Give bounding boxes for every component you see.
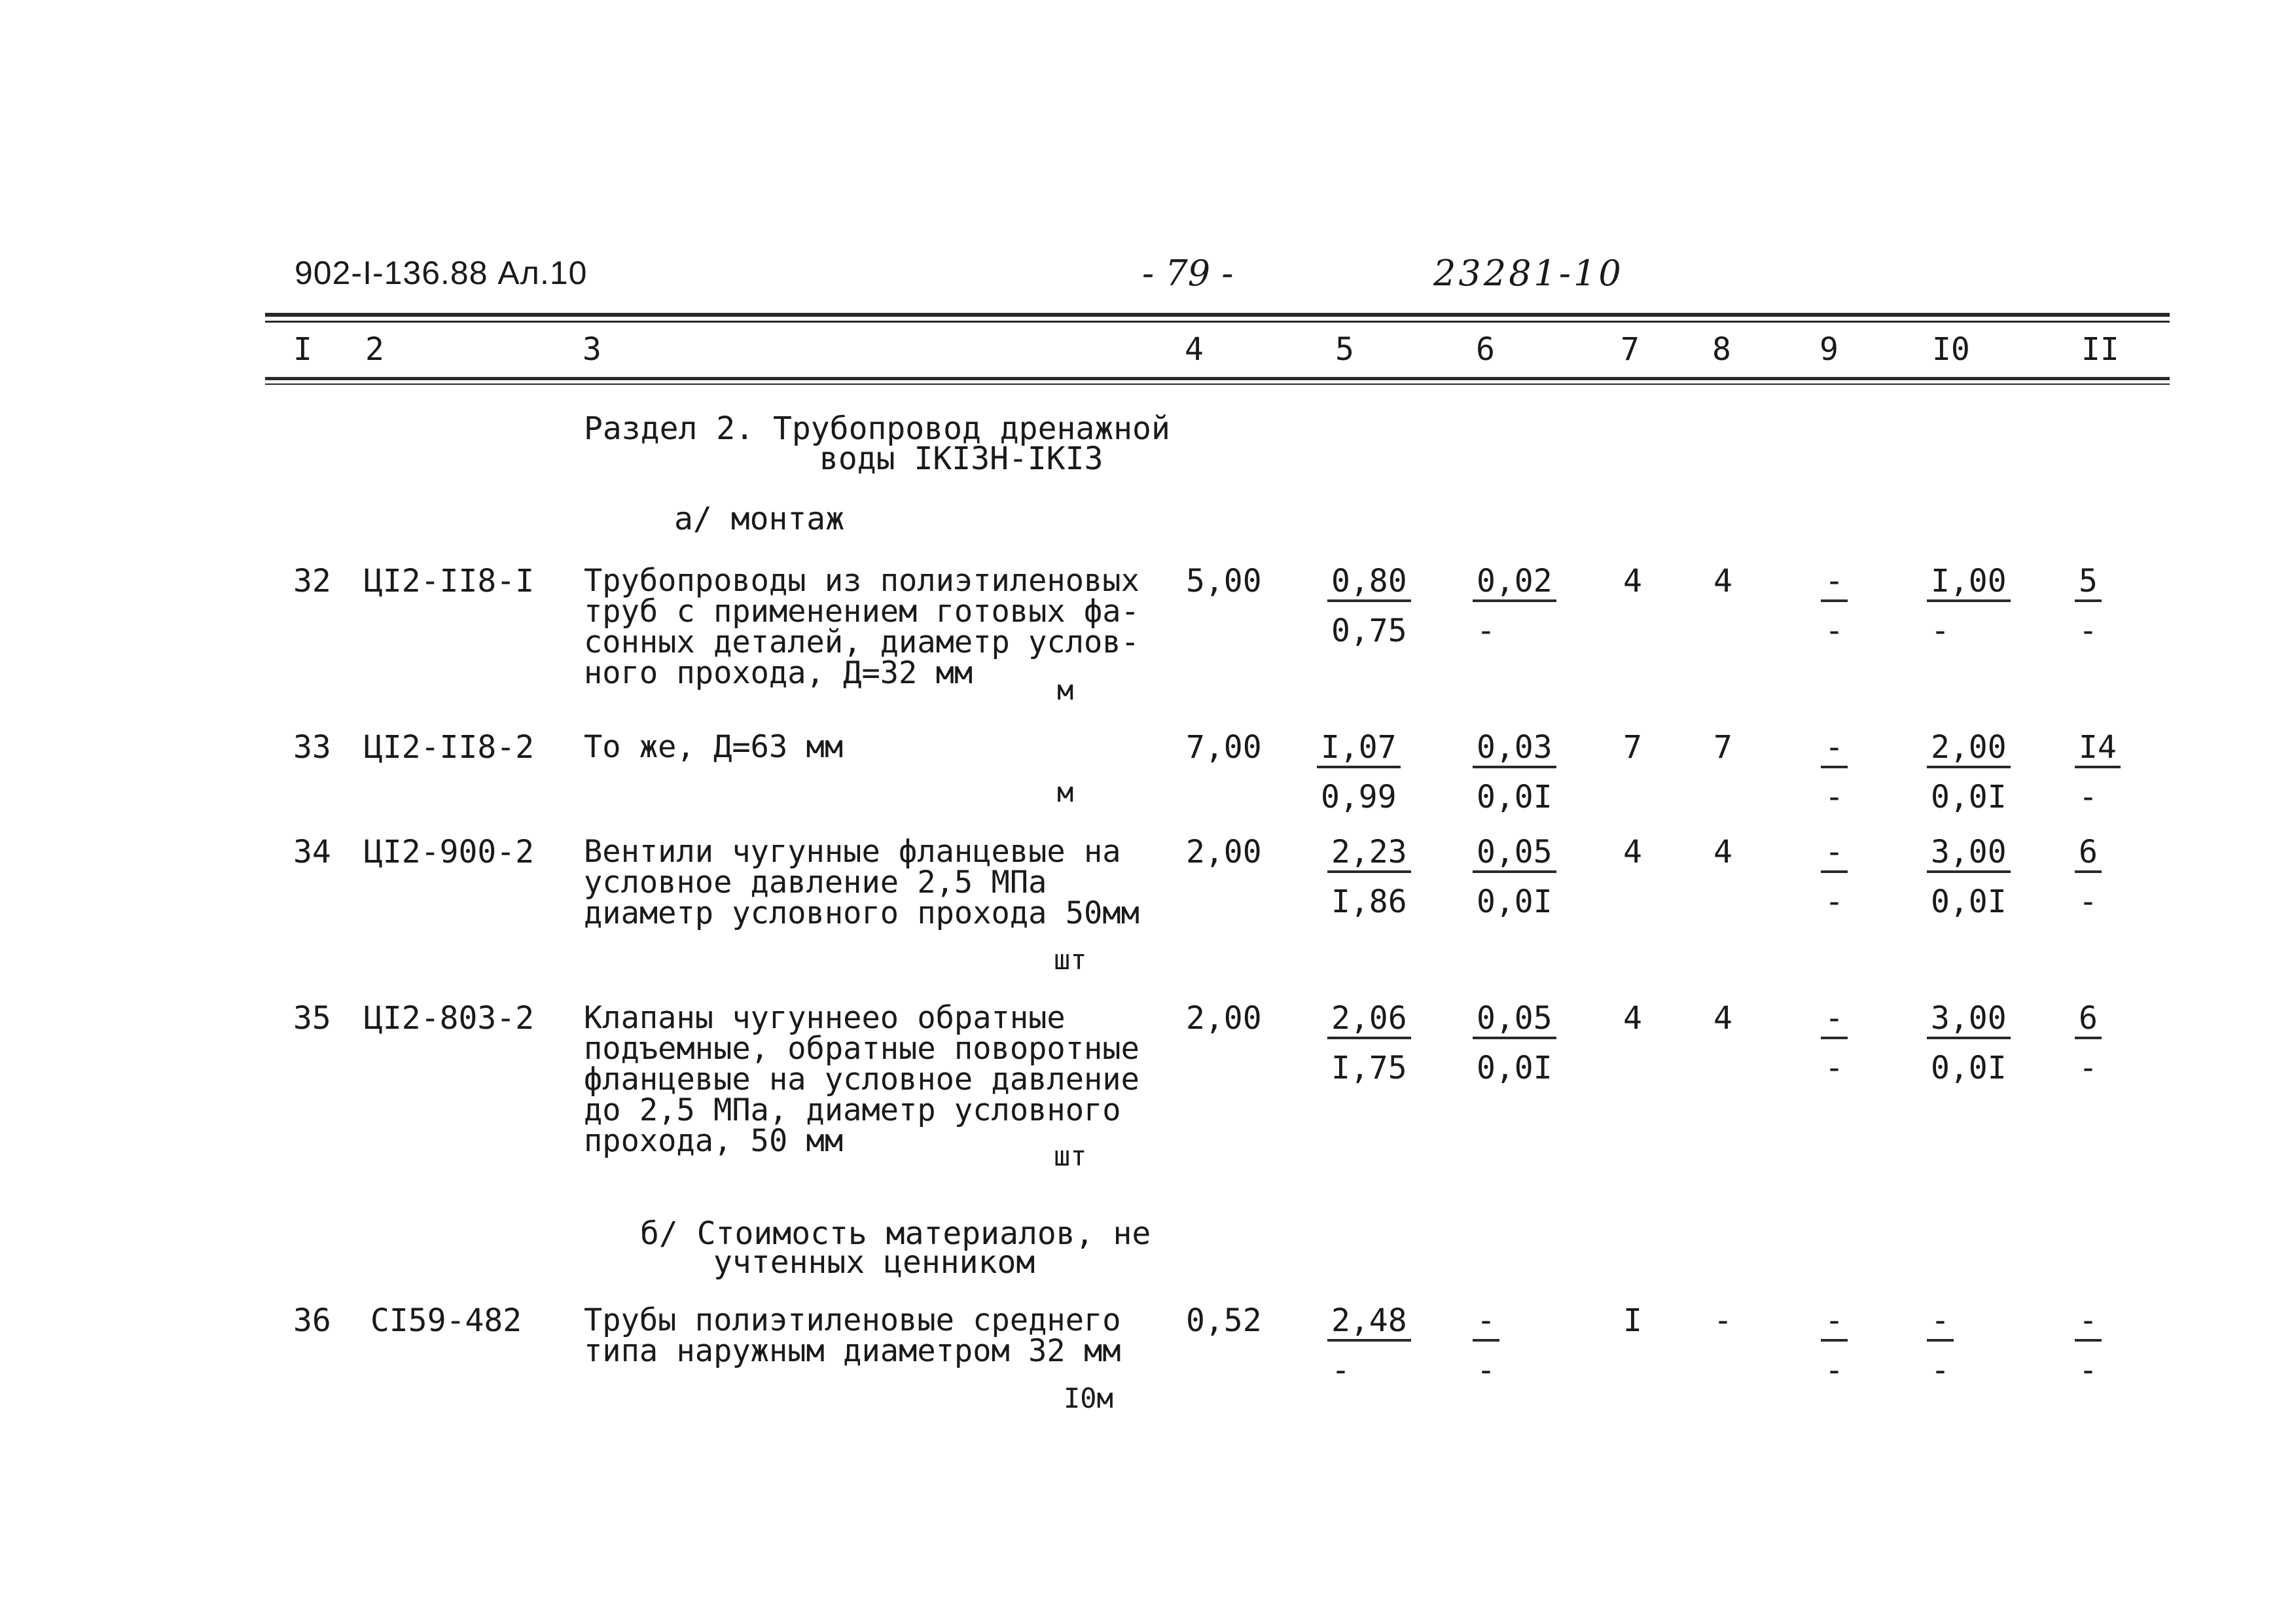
row-quantity: 7,00 <box>1186 729 1262 766</box>
column-head-2: 2 <box>365 331 384 368</box>
row-unit: шт <box>1054 1140 1087 1172</box>
row-col8: 4 <box>1713 1000 1732 1037</box>
section-title-line-2: воды IКI3Н-IКI3 <box>819 440 1103 477</box>
row-quantity: 5,00 <box>1186 563 1262 599</box>
row-unit: шт <box>1054 944 1087 976</box>
row-col6: 0,02 - <box>1473 565 1556 647</box>
row-code: ЦI2-900-2 <box>364 834 535 870</box>
row-col7: 7 <box>1623 729 1642 766</box>
row-col11: 5 - <box>2075 565 2102 647</box>
column-head-8: 8 <box>1712 331 1731 368</box>
row-col10: $\frac{3,00}{0,0I}$ <box>1927 1003 2011 1084</box>
row-code: ЦI2-II8-I <box>364 563 535 599</box>
row-quantity: 2,00 <box>1186 834 1262 870</box>
row-col6: $\frac{0,05}{0,0I}$ <box>1473 836 1556 918</box>
row-col5: $\frac{0,80}{0,75}$ <box>1327 565 1411 647</box>
column-head-5: 5 <box>1335 331 1354 368</box>
table-header-rule <box>265 377 2170 380</box>
row-col5: $\frac{2,06}{I,75}$ <box>1327 1003 1411 1084</box>
row-col6: $\frac{0,03}{0,0I}$ <box>1473 732 1556 813</box>
row-col7: 4 <box>1623 834 1642 870</box>
table-top-rule <box>265 313 2170 317</box>
row-unit: м <box>1057 674 1074 706</box>
row-col9: - - <box>1821 732 1848 813</box>
row-col10: - - <box>1927 1305 1954 1386</box>
row-col10: $\frac{2,00}{0,0I}$ <box>1927 732 2011 813</box>
row-col8: 4 <box>1713 563 1732 599</box>
column-head-11: II <box>2081 331 2119 368</box>
row-number: 32 <box>293 563 331 599</box>
column-head-10: I0 <box>1932 331 1970 368</box>
row-description: То же, Д=63 мм <box>584 729 844 765</box>
row-col9: - - <box>1821 1003 1848 1084</box>
row-code: ЦI2-803-2 <box>364 1000 535 1037</box>
column-head-1: I <box>293 331 312 368</box>
row-code: СI59-482 <box>370 1302 522 1339</box>
row-col10: $\frac{3,00}{0,0I}$ <box>1927 836 2011 918</box>
row-col6: - - <box>1473 1305 1499 1386</box>
row-unit: I0м <box>1064 1382 1113 1414</box>
row-col5: $\frac{I,07}{0,99}$ <box>1317 732 1401 813</box>
row-col5: $\frac{2,23}{I,86}$ <box>1327 836 1411 918</box>
row-number: 34 <box>293 834 331 870</box>
subsection-heading-b-line-2: учтенных ценником <box>713 1244 1035 1281</box>
row-col7: 4 <box>1623 563 1642 599</box>
row-col11: 6 - <box>2075 1003 2102 1084</box>
section-title: Раздел 2. Трубопровод дренажной <box>584 410 1170 447</box>
row-col7: 4 <box>1623 1000 1642 1037</box>
row-col10: I,00 - <box>1927 565 2011 647</box>
row-number: 35 <box>293 1000 331 1037</box>
table-header-rule-thin <box>265 383 2170 385</box>
row-col8: - <box>1713 1302 1732 1339</box>
row-description: Трубопроводы из полиэтиленовых труб с применением готовых фа- сонных деталей, диаметр услов- ного прохода, Д=32 мм <box>584 563 1139 691</box>
row-col7: I <box>1623 1302 1642 1339</box>
column-head-3: 3 <box>583 331 601 368</box>
row-col11: 6 - <box>2075 836 2102 918</box>
row-number: 36 <box>293 1302 331 1339</box>
subsection-heading-b: б/ Стоимость материалов, не <box>640 1215 1151 1252</box>
document-code: 902-I-136.88 Ал.10 <box>295 255 588 291</box>
inventory-number: 23281-10 <box>1433 253 1624 294</box>
page-number: - 79 - <box>1142 253 1234 294</box>
row-col11: I4 - <box>2075 732 2121 813</box>
column-head-4: 4 <box>1185 331 1204 368</box>
row-description: Вентили чугунные фланцевые на условное давление 2,5 МПа диаметр условного прохода 50мм <box>584 834 1139 931</box>
table-top-rule-thin <box>265 321 2170 323</box>
row-col9: - - <box>1821 836 1848 918</box>
row-code: ЦI2-II8-2 <box>364 729 535 766</box>
column-head-9: 9 <box>1820 331 1839 368</box>
row-col8: 4 <box>1713 834 1732 870</box>
row-quantity: 0,52 <box>1186 1302 1262 1339</box>
row-col6: $\frac{0,05}{0,0I}$ <box>1473 1003 1556 1084</box>
row-col8: 7 <box>1713 729 1732 766</box>
row-quantity: 2,00 <box>1186 1000 1262 1037</box>
subsection-heading-a: а/ монтаж <box>674 501 845 537</box>
row-col9: - - <box>1821 1305 1848 1386</box>
row-col9: - - <box>1821 565 1848 647</box>
row-description: Трубы полиэтиленовые среднего типа наружным диаметром 32 мм <box>584 1302 1121 1369</box>
row-col11: - - <box>2075 1305 2102 1386</box>
row-unit: м <box>1057 776 1074 808</box>
row-number: 33 <box>293 729 331 766</box>
row-description: Клапаны чугуннеео обратные подъемные, обратные поворотные фланцевые на условное давление до 2,5 МПа, диаметр условного прохода, 50 мм <box>584 1000 1139 1159</box>
column-head-6: 6 <box>1476 331 1495 368</box>
column-head-7: 7 <box>1621 331 1640 368</box>
row-col5: 2,48 - <box>1327 1305 1411 1386</box>
